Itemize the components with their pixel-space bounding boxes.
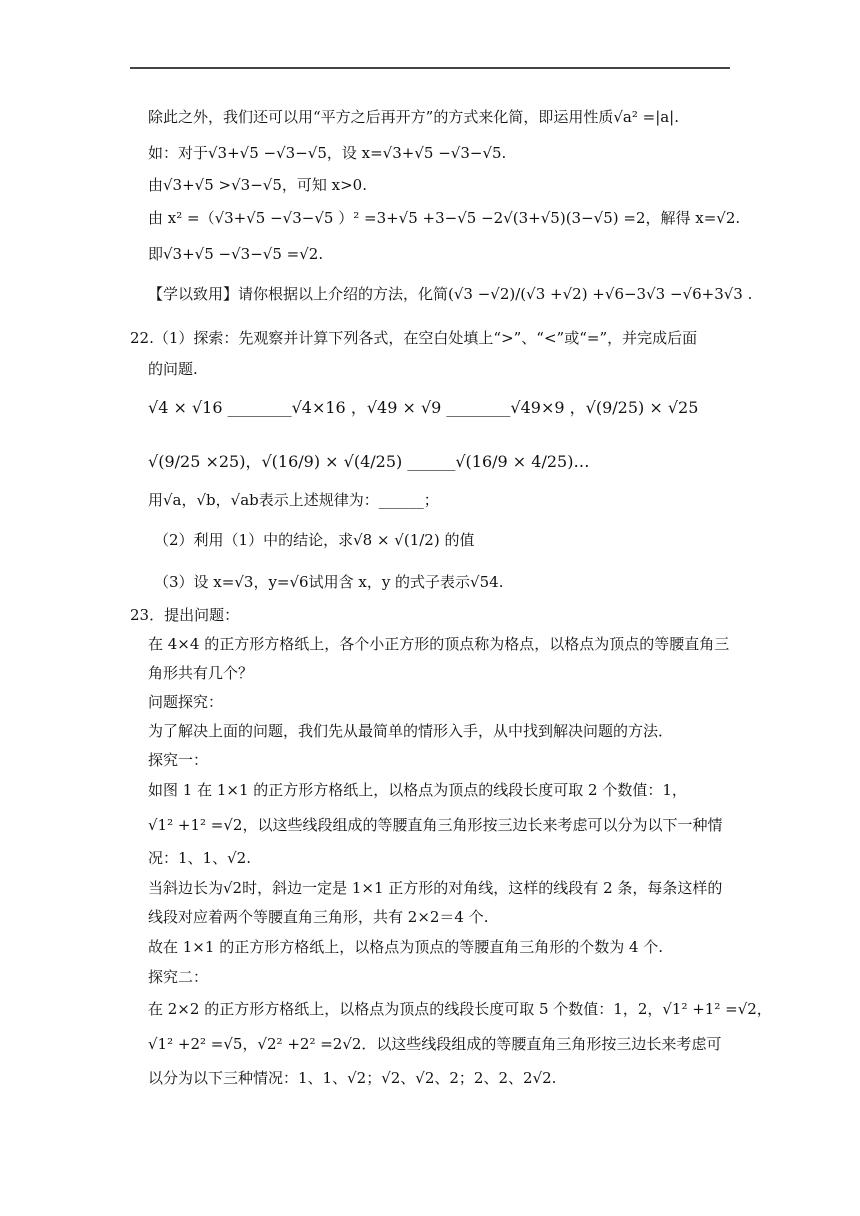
problem-23-line-12: 探究二： (148, 968, 209, 986)
problem-23-line-6: 如图 1 在 1×1 的正方形方格纸上，以格点为顶点的线段长度可取 2 个数值：1， (148, 781, 687, 799)
problem-23-line-11: 故在 1×1 的正方形方格纸上，以格点为顶点的等腰直角三角形的个数为 4 个. (148, 938, 664, 956)
problem-22-line-2: 的问题. (148, 360, 198, 378)
header-rule (130, 67, 730, 69)
problem-22-line-1: 22.（1）探索：先观察并计算下列各式，在空白处填上“>”、“<”或“=”，并完成后面 (130, 329, 698, 347)
problem-23-title: 23．提出问题： (130, 606, 240, 624)
line-5: 即√3+√5 −√3−√5 =√2. (148, 245, 324, 263)
problem-23-line-8: 况：1、1、√2. (148, 849, 251, 867)
problem-23-line-10: 线段对应着两个等腰直角三角形，共有 2×2＝4 个. (148, 908, 489, 926)
line-3: 由√3+√5 >√3−√5，可知 x>0. (148, 176, 367, 194)
problem-22-rule-line: 用√a，√b，√ab表示上述规律为：______； (148, 491, 439, 509)
line-6: 【学以致用】请你根据以上介绍的方法，化简(√3 −√2)/(√3 +√2) +√6−3√3 −√6+3√3 . (148, 285, 753, 303)
problem-23-line-15: 以分为以下三种情况：1、1、√2；√2、√2、2；2、2、2√2. (148, 1069, 557, 1087)
problem-22-part-2: （2）利用（1）中的结论，求√8 × √(1/2) 的值 (154, 531, 475, 549)
problem-23-line-7: √1² +1² =√2，以这些线段组成的等腰直角三角形按三边长来考虑可以分为以下一种情 (148, 816, 723, 834)
problem-23-line-13: 在 2×2 的正方形方格纸上，以格点为顶点的线段长度可取 5 个数值：1，2，√1² +1² =√2， (148, 1000, 772, 1018)
problem-22-expr-row-2: √(9/25 ×25)，√(16/9) × √(4/25) ______√(16/9 × 4/25)… (148, 452, 590, 471)
problem-23-line-1: 在 4×4 的正方形方格纸上，各个小正方形的顶点称为格点，以格点为顶点的等腰直角三 (148, 635, 730, 653)
problem-23-line-2: 角形共有几个？ (148, 664, 254, 682)
line-2: 如：对于√3+√5 −√3−√5，设 x=√3+√5 −√3−√5. (148, 144, 507, 162)
problem-23-line-3: 问题探究： (148, 693, 224, 711)
problem-23-line-5: 探究一： (148, 751, 209, 769)
problem-23-line-9: 当斜边长为√2时，斜边一定是 1×1 正方形的对角线，这样的线段有 2 条，每条这样的 (148, 879, 723, 897)
problem-23-line-4: 为了解决上面的问题，我们先从最简单的情形入手，从中找到解决问题的方法． (148, 722, 674, 740)
line-1: 除此之外，我们还可以用“平方之后再开方”的方式来化简，即运用性质√a² =|a|. (148, 108, 680, 126)
problem-22-part-3: （3）设 x=√3，y=√6试用含 x，y 的式子表示√54. (154, 573, 504, 591)
problem-22-expr-row-1: √4 × √16 ________√4×16 ，√49 × √9 ________√49×9 ，√(9/25) × √25 (148, 398, 699, 417)
problem-23-line-14: √1² +2² =√5，√2² +2² =2√2．以这些线段组成的等腰直角三角形按三边长来考虑可 (148, 1035, 722, 1053)
line-4: 由 x² =（√3+√5 −√3−√5 ）² =3+√5 +3−√5 −2√(3+√5)(3−√5) =2，解得 x=√2. (148, 209, 741, 227)
